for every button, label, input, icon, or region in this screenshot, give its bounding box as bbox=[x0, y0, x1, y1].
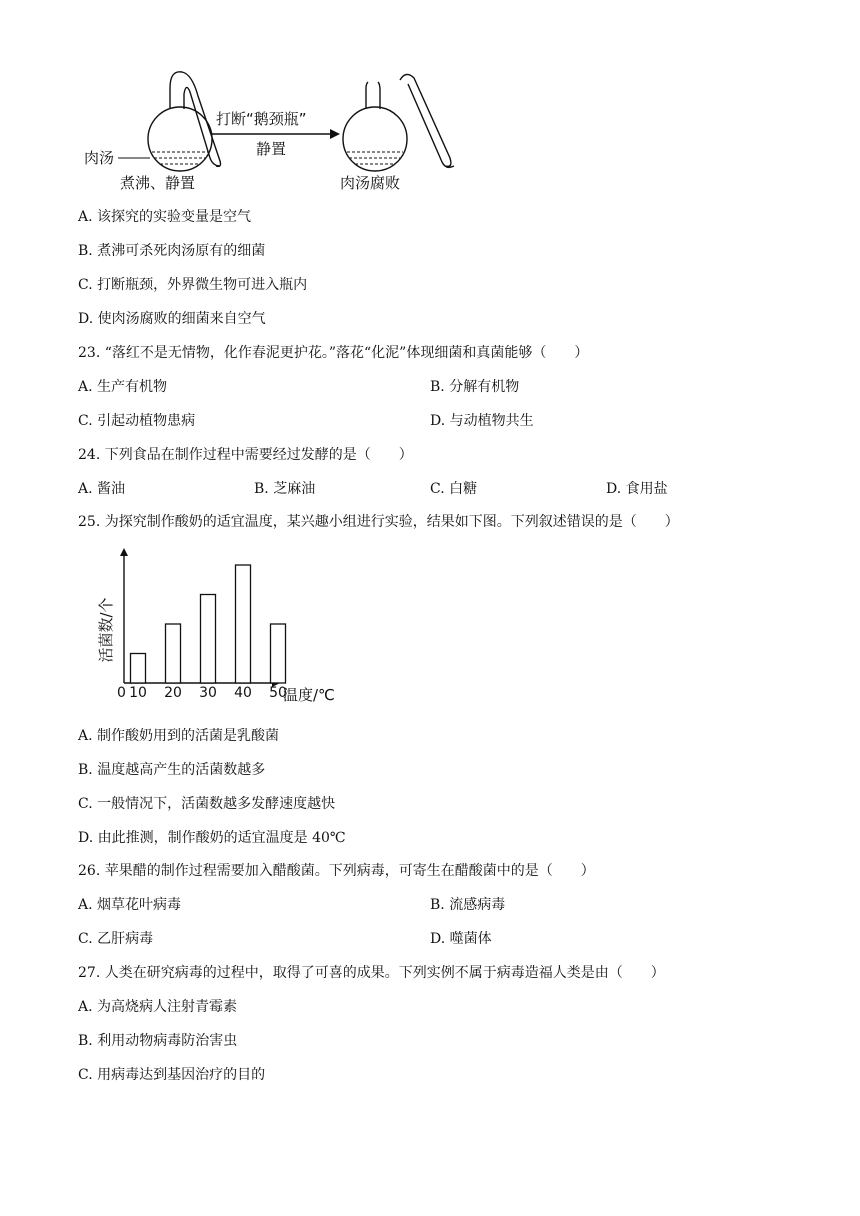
q24-stem: 24. 下列食品在制作过程中需要经过发酵的是（ ） bbox=[78, 447, 413, 463]
q23-option-b: B. 分解有机物 bbox=[430, 379, 520, 395]
q26-option-c: C. 乙肝病毒 bbox=[78, 931, 154, 947]
q23-stem: 23. “落红不是无情物，化作春泥更护花。”落花“化泥”体现细菌和真菌能够（ ） bbox=[78, 345, 589, 361]
bacteria-temperature-chart bbox=[90, 540, 360, 710]
chart-tick-label: 20 bbox=[164, 685, 182, 701]
q26-option-d: D. 噬菌体 bbox=[430, 931, 492, 947]
chart-tick-label: 40 bbox=[234, 685, 252, 701]
chart-bar-30 bbox=[201, 595, 216, 684]
q23-option-c: C. 引起动植物患病 bbox=[78, 413, 196, 429]
q23-option-a: A. 生产有机物 bbox=[78, 379, 168, 395]
swan-neck-flask bbox=[148, 72, 221, 171]
broth-liquid bbox=[152, 152, 208, 164]
q25-option-d: D. 由此推测，制作酸奶的适宜温度是 40℃ bbox=[78, 830, 346, 846]
flask-experiment-figure bbox=[70, 66, 480, 196]
chart-tick-label: 50 bbox=[269, 685, 287, 701]
q26-option-b: B. 流感病毒 bbox=[430, 897, 506, 913]
q22-option-d: D. 使肉汤腐败的细菌来自空气 bbox=[78, 311, 266, 327]
chart-bar-50 bbox=[271, 624, 286, 683]
q22-option-c: C. 打断瓶颈，外界微生物可进入瓶内 bbox=[78, 277, 308, 293]
q27-option-a: A. 为高烧病人注射青霉素 bbox=[78, 999, 238, 1015]
chart-y-axis-label: 活菌数/个 bbox=[97, 597, 115, 663]
arrow-head-icon bbox=[330, 129, 340, 139]
q24-option-d: D. 食用盐 bbox=[606, 481, 668, 497]
y-axis-arrow-icon bbox=[120, 548, 128, 556]
q25-option-b: B. 温度越高产生的活菌数越多 bbox=[78, 762, 266, 778]
chart-tick-label: 10 bbox=[129, 685, 147, 701]
q22-option-b: B. 煮沸可杀死肉汤原有的细菌 bbox=[78, 243, 266, 259]
chart-bar-10 bbox=[131, 654, 146, 684]
broken-neck-flask bbox=[343, 74, 454, 171]
q27-option-c: C. 用病毒达到基因治疗的目的 bbox=[78, 1067, 266, 1083]
chart-bar-40 bbox=[236, 565, 251, 683]
label-spoiled: 肉汤腐败 bbox=[340, 174, 401, 192]
q24-option-b: B. 芝麻油 bbox=[254, 481, 316, 497]
q25-option-c: C. 一般情况下，活菌数越多发酵速度越快 bbox=[78, 796, 336, 812]
label-boil: 煮沸、静置 bbox=[120, 174, 196, 192]
chart-origin-label: 0 bbox=[117, 685, 126, 701]
q25-option-a: A. 制作酸奶用到的活菌是乳酸菌 bbox=[78, 728, 280, 744]
chart-x-axis-label: 温度/℃ bbox=[283, 686, 335, 704]
arrow-label-bottom: 静置 bbox=[256, 140, 287, 158]
chart-bar-20 bbox=[166, 624, 181, 683]
q23-option-d: D. 与动植物共生 bbox=[430, 413, 534, 429]
spoiled-broth-liquid bbox=[347, 152, 403, 164]
q25-stem: 25. 为探究制作酸奶的适宜温度，某兴趣小组进行实验，结果如下图。下列叙述错误的是（ ） bbox=[78, 514, 679, 530]
q22-option-a: A. 该探究的实验变量是空气 bbox=[78, 209, 252, 225]
q26-option-a: A. 烟草花叶病毒 bbox=[78, 897, 182, 913]
q26-stem: 26. 苹果醋的制作过程需要加入醋酸菌。下列病毒，可寄生在醋酸菌中的是（ ） bbox=[78, 863, 595, 879]
q24-option-a: A. 酱油 bbox=[78, 481, 126, 497]
q24-option-c: C. 白糖 bbox=[430, 481, 478, 497]
q27-option-b: B. 利用动物病毒防治害虫 bbox=[78, 1033, 238, 1049]
chart-tick-label: 30 bbox=[199, 685, 217, 701]
arrow-label-top: 打断“鹅颈瓶” bbox=[216, 110, 307, 128]
label-broth: 肉汤 bbox=[84, 149, 115, 167]
q27-stem: 27. 人类在研究病毒的过程中，取得了可喜的成果。下列实例不属于病毒造福人类是由（ ） bbox=[78, 965, 665, 981]
